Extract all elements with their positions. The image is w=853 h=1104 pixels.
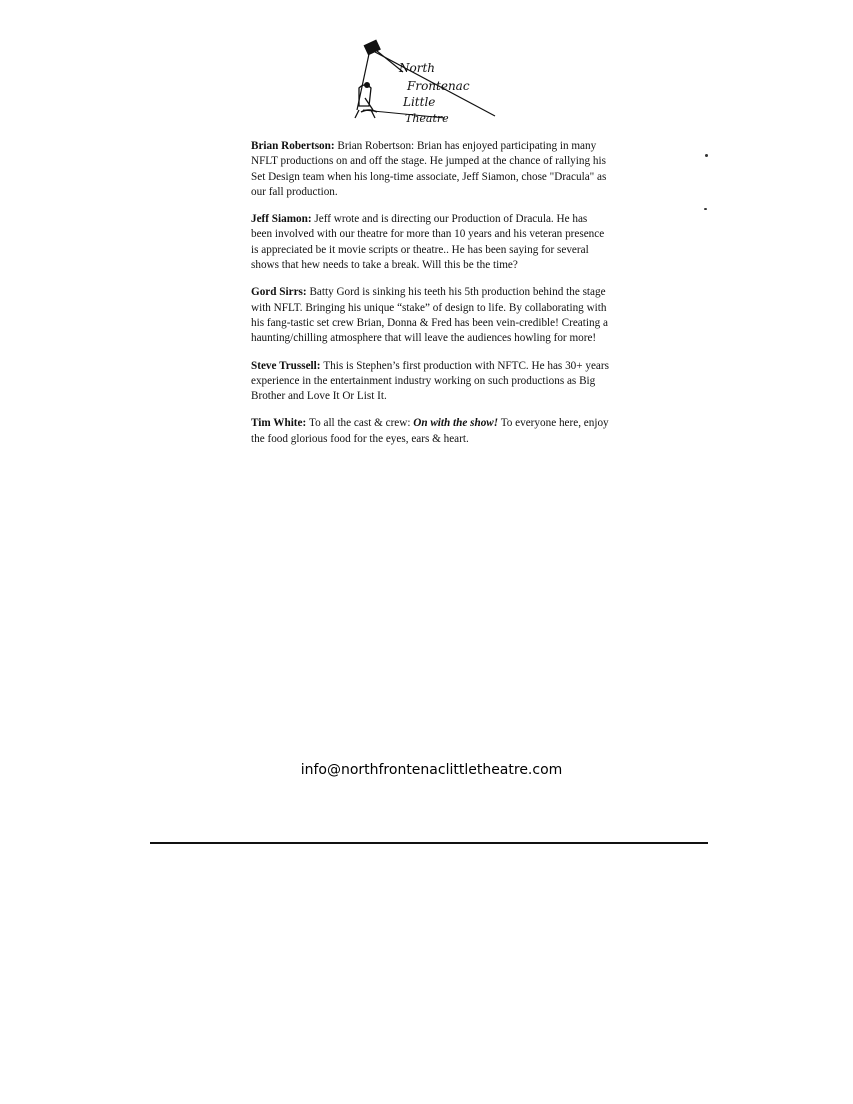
bio-separator: : (330, 140, 338, 152)
bio-tim-white (251, 416, 611, 447)
scan-speck (705, 154, 708, 157)
bio-name: Steve Trussell (251, 359, 317, 372)
svg-text:North: North (399, 61, 436, 75)
bio-text: This is Stephen’s first production with NFTC. He has 30+ years experience in the entertainment industry working on such productions as Big Brother and Love It Or List It. (251, 359, 609, 403)
scan-speck (704, 208, 707, 210)
bio-text: To all the cast & crew: (309, 417, 414, 430)
bio-separator: : (307, 213, 315, 226)
spotlight-logo-icon (345, 38, 505, 130)
svg-text:Little: Little (403, 95, 436, 109)
bio-jeff-siamon (251, 212, 611, 273)
bio-separator: : (302, 417, 310, 430)
bio-steve-trussell (251, 359, 611, 405)
svg-text:Frontenac: Frontenac (407, 79, 470, 93)
bio-separator: : (302, 286, 310, 299)
theatre-logo (345, 38, 505, 130)
svg-text:Theatre: Theatre (405, 112, 449, 125)
bio-text-end: To everyone here, enjoy the food glorious food for the eyes, ears & heart. (251, 417, 609, 445)
bio-emphasis: On with the show! (413, 417, 499, 430)
cast-crew-bios (251, 139, 611, 459)
bio-name: Jeff Siamon (251, 213, 308, 226)
bio-name: Gord Sirrs (251, 286, 303, 299)
bio-name: Brian Robertson (251, 140, 331, 152)
bio-brian-robertson (251, 139, 611, 200)
bio-separator: : (316, 359, 324, 372)
bio-gord-sirrs (251, 285, 611, 346)
bio-text: Jeff wrote and is directing our Production of Dracula. He has been involved with our theatre for more than 10 years and his veteran presence is appreciated be it movie scripts or theatre.. He has been saying for several shows that hew needs to take a break. Will this be the time? (251, 213, 605, 272)
bio-text: Batty Gord is sinking his teeth his 5th production behind the stage with NFLT. Bringing his unique “stake” of design to life. By collaborating with his fang-tastic set crew Brian, Donna & Fred has been vein-credible! Creating a haunting/chilling atmosphere that will leave the audiences howling for more! (251, 286, 608, 345)
bio-text: Brian Robertson: Brian has enjoyed participating in many NFLT productions on and off the stage. He jumped at the chance of rallying his Set Design team when his long-time associate, Jeff Siamon, chose "Dracula" as our fall production. (251, 140, 607, 198)
bio-name: Tim White (251, 417, 303, 430)
footer-divider (150, 842, 708, 844)
contact-email: info@northfrontenaclittletheatre.com (300, 762, 563, 778)
